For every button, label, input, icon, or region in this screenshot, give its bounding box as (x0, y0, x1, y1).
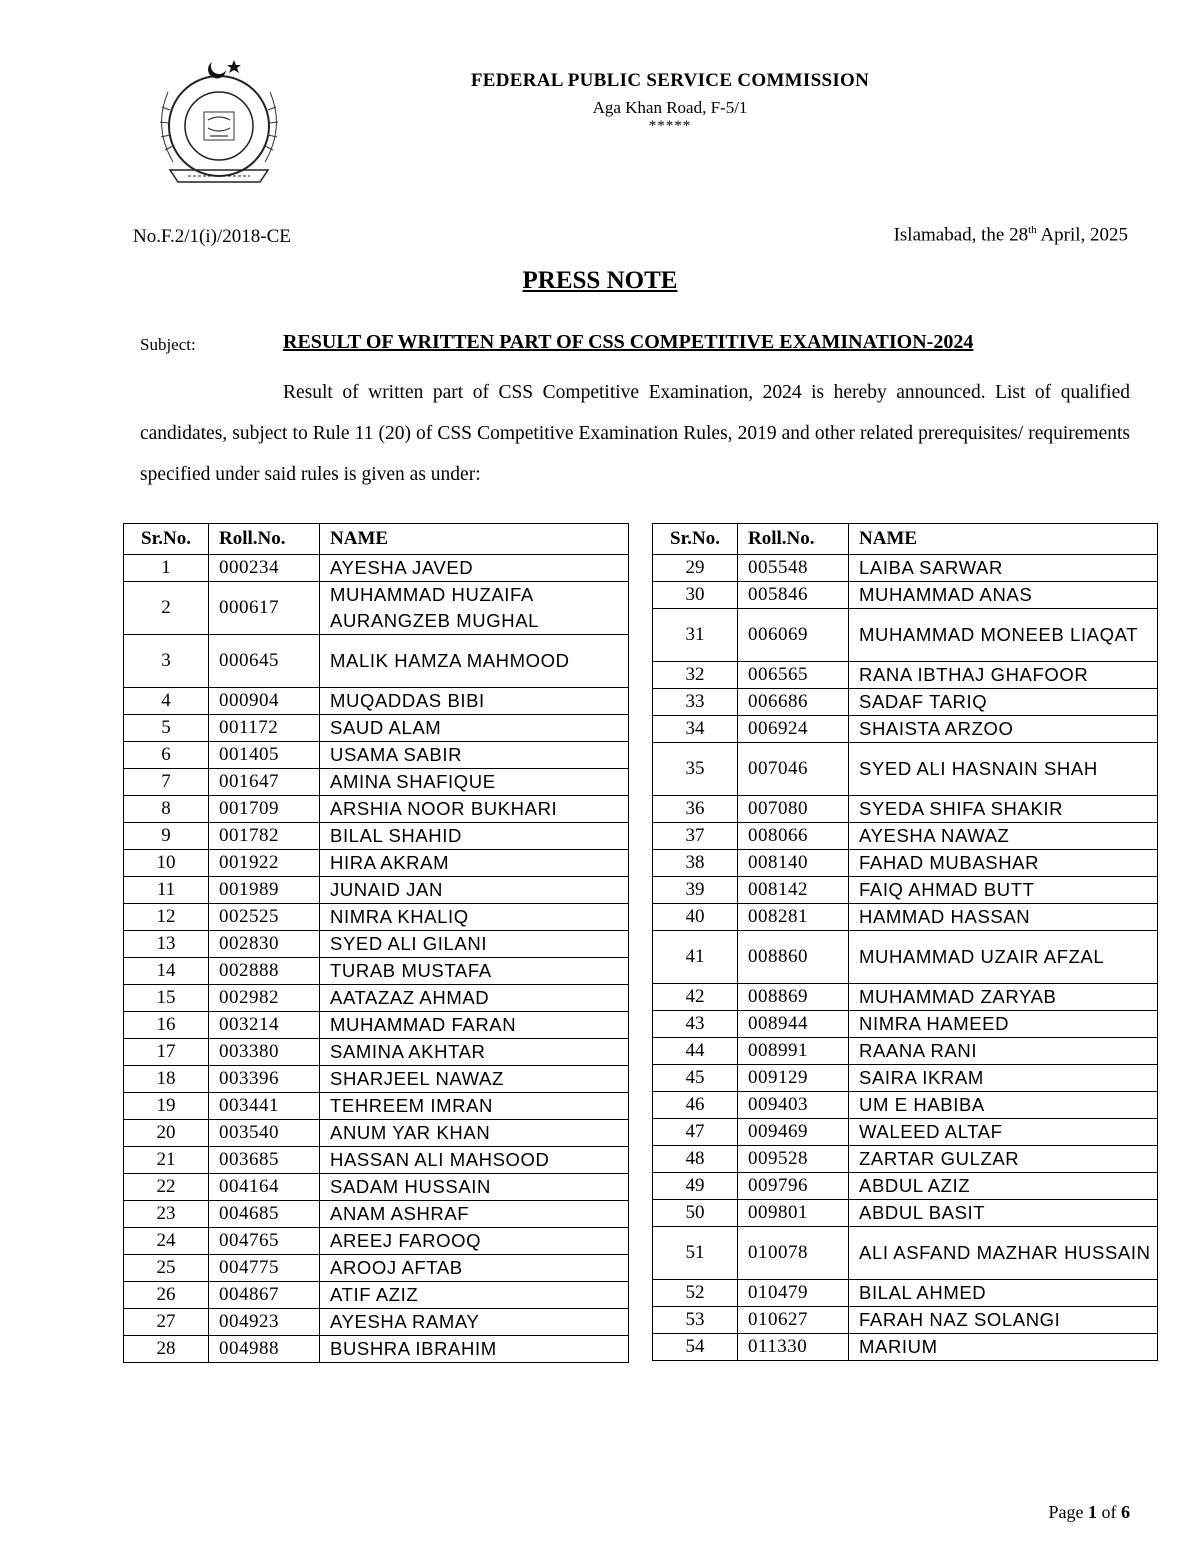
cell-sr-no: 9 (124, 823, 209, 850)
cell-name: SAMINA AKHTAR (320, 1039, 629, 1066)
cell-name: SYED ALI HASNAIN SHAH (849, 743, 1158, 796)
cell-roll-no: 009129 (738, 1065, 849, 1092)
cell-sr-no: 39 (653, 877, 738, 904)
cell-roll-no: 009403 (738, 1092, 849, 1119)
cell-name: JUNAID JAN (320, 877, 629, 904)
cell-name: RAANA RANI (849, 1038, 1158, 1065)
table-row (653, 796, 1158, 823)
table-header-row (653, 524, 1158, 555)
table-row (124, 877, 629, 904)
cell-roll-no: 010479 (738, 1280, 849, 1307)
table-row (124, 1336, 629, 1363)
table-row (653, 1334, 1158, 1361)
table-row (124, 985, 629, 1012)
cell-sr-no: 23 (124, 1201, 209, 1228)
table-row (124, 1282, 629, 1309)
cell-sr-no: 48 (653, 1146, 738, 1173)
table-row (653, 555, 1158, 582)
cell-roll-no: 011330 (738, 1334, 849, 1361)
cell-roll-no: 008281 (738, 904, 849, 931)
table-row (124, 1012, 629, 1039)
cell-name: MUQADDAS BIBI (320, 688, 629, 715)
cell-sr-no: 49 (653, 1173, 738, 1200)
cell-sr-no: 22 (124, 1174, 209, 1201)
cell-sr-no: 2 (124, 582, 209, 635)
cell-sr-no: 15 (124, 985, 209, 1012)
table-row (124, 1147, 629, 1174)
table-row (653, 716, 1158, 743)
cell-roll-no: 009528 (738, 1146, 849, 1173)
cell-name: SYED ALI GILANI (320, 931, 629, 958)
cell-sr-no: 38 (653, 850, 738, 877)
cell-name: ZARTAR GULZAR (849, 1146, 1158, 1173)
cell-roll-no: 007080 (738, 796, 849, 823)
cell-roll-no: 001647 (209, 769, 320, 796)
cell-sr-no: 40 (653, 904, 738, 931)
table-row (124, 688, 629, 715)
cell-sr-no: 35 (653, 743, 738, 796)
cell-roll-no: 000645 (209, 635, 320, 688)
cell-sr-no: 20 (124, 1120, 209, 1147)
page-prefix: Page (1048, 1502, 1088, 1522)
cell-roll-no: 003540 (209, 1120, 320, 1147)
cell-name: USAMA SABIR (320, 742, 629, 769)
column-header-sr: Sr.No. (653, 524, 738, 555)
cell-roll-no: 004867 (209, 1282, 320, 1309)
body-text: Result of written part of CSS Competitive Examination, 2024 is hereby announced. List of qualified candidates, subject to Rule 11 (20) of CSS Competitive Examination Rules, 2019 and other related prerequisites/ requirements specified under said rules is given as under: (140, 382, 1130, 485)
subject-label: Subject: (140, 335, 196, 354)
cell-name: MUHAMMAD HUZAIFA AURANGZEB MUGHAL (320, 582, 629, 635)
table-row (124, 796, 629, 823)
cell-sr-no: 12 (124, 904, 209, 931)
cell-name: BILAL AHMED (849, 1280, 1158, 1307)
cell-name: FAHAD MUBASHAR (849, 850, 1158, 877)
cell-roll-no: 002888 (209, 958, 320, 985)
cell-roll-no: 009796 (738, 1173, 849, 1200)
cell-roll-no: 003441 (209, 1093, 320, 1120)
cell-roll-no: 004164 (209, 1174, 320, 1201)
cell-sr-no: 5 (124, 715, 209, 742)
cell-sr-no: 11 (124, 877, 209, 904)
table-row (124, 1309, 629, 1336)
cell-name: FAIQ AHMAD BUTT (849, 877, 1158, 904)
table-row (653, 877, 1158, 904)
cell-name: AROOJ AFTAB (320, 1255, 629, 1282)
cell-sr-no: 3 (124, 635, 209, 688)
cell-sr-no: 19 (124, 1093, 209, 1120)
cell-roll-no: 004765 (209, 1228, 320, 1255)
organization-address: Aga Khan Road, F-5/1 (592, 98, 748, 117)
cell-sr-no: 41 (653, 931, 738, 984)
page-number (1049, 1502, 1131, 1523)
table-row (653, 1119, 1158, 1146)
table-row (124, 1174, 629, 1201)
cell-roll-no: 001989 (209, 877, 320, 904)
cell-roll-no: 010078 (738, 1227, 849, 1280)
cell-roll-no: 003685 (209, 1147, 320, 1174)
table-row (124, 1120, 629, 1147)
cell-roll-no: 002525 (209, 904, 320, 931)
table-row (124, 555, 629, 582)
cell-name: ANAM ASHRAF (320, 1201, 629, 1228)
cell-name: HAMMAD HASSAN (849, 904, 1158, 931)
cell-sr-no: 50 (653, 1200, 738, 1227)
cell-roll-no: 004685 (209, 1201, 320, 1228)
cell-sr-no: 44 (653, 1038, 738, 1065)
cell-roll-no: 000617 (209, 582, 320, 635)
table-row (653, 1173, 1158, 1200)
cell-sr-no: 42 (653, 984, 738, 1011)
cell-roll-no: 004923 (209, 1309, 320, 1336)
cell-roll-no: 004988 (209, 1336, 320, 1363)
cell-roll-no: 006565 (738, 662, 849, 689)
cell-name: ARSHIA NOOR BUKHARI (320, 796, 629, 823)
table-row (653, 1092, 1158, 1119)
cell-name: MALIK HAMZA MAHMOOD (320, 635, 629, 688)
cell-name: MARIUM (849, 1334, 1158, 1361)
cell-name: TEHREEM IMRAN (320, 1093, 629, 1120)
cell-name: BUSHRA IBRAHIM (320, 1336, 629, 1363)
cell-roll-no: 009469 (738, 1119, 849, 1146)
table-row (124, 635, 629, 688)
cell-roll-no: 001922 (209, 850, 320, 877)
table-row (653, 823, 1158, 850)
page-title: PRESS NOTE (522, 267, 678, 294)
column-header-name: NAME (320, 524, 629, 555)
page-title-container (0, 267, 1200, 295)
cell-sr-no: 34 (653, 716, 738, 743)
table-row (653, 1307, 1158, 1334)
cell-sr-no: 33 (653, 689, 738, 716)
cell-roll-no: 007046 (738, 743, 849, 796)
cell-name: MUHAMMAD UZAIR AFZAL (849, 931, 1158, 984)
cell-roll-no: 008140 (738, 850, 849, 877)
cell-name: HIRA AKRAM (320, 850, 629, 877)
cell-roll-no: 010627 (738, 1307, 849, 1334)
table-row (124, 958, 629, 985)
cell-sr-no: 52 (653, 1280, 738, 1307)
date-prefix: Islamabad, the 28 (893, 224, 1029, 246)
cell-sr-no: 29 (653, 555, 738, 582)
table-header-row (124, 524, 629, 555)
table-row (124, 1255, 629, 1282)
cell-sr-no: 37 (653, 823, 738, 850)
table-row (653, 984, 1158, 1011)
cell-sr-no: 21 (124, 1147, 209, 1174)
table-row (653, 850, 1158, 877)
cell-name: AATAZAZ AHMAD (320, 985, 629, 1012)
cell-name: AYESHA NAWAZ (849, 823, 1158, 850)
page-middle: of (1097, 1502, 1121, 1522)
reference-number: No.F.2/1(i)/2018-CE (133, 226, 291, 247)
table-row (124, 904, 629, 931)
cell-sr-no: 8 (124, 796, 209, 823)
cell-sr-no: 36 (653, 796, 738, 823)
cell-sr-no: 7 (124, 769, 209, 796)
cell-roll-no: 008944 (738, 1011, 849, 1038)
cell-sr-no: 43 (653, 1011, 738, 1038)
column-header-roll: Roll.No. (209, 524, 320, 555)
table-row (124, 1066, 629, 1093)
table-row (124, 850, 629, 877)
table-row (124, 931, 629, 958)
body-paragraph (140, 372, 1130, 495)
cell-roll-no: 001405 (209, 742, 320, 769)
cell-sr-no: 47 (653, 1119, 738, 1146)
cell-name: NIMRA HAMEED (849, 1011, 1158, 1038)
cell-roll-no: 001782 (209, 823, 320, 850)
cell-name: ANUM YAR KHAN (320, 1120, 629, 1147)
cell-sr-no: 45 (653, 1065, 738, 1092)
table-row (124, 1093, 629, 1120)
cell-sr-no: 26 (124, 1282, 209, 1309)
cell-sr-no: 13 (124, 931, 209, 958)
table-row (124, 823, 629, 850)
cell-name: SAIRA IKRAM (849, 1065, 1158, 1092)
cell-sr-no: 18 (124, 1066, 209, 1093)
cell-sr-no: 16 (124, 1012, 209, 1039)
page-current: 1 (1088, 1502, 1097, 1522)
cell-roll-no: 003214 (209, 1012, 320, 1039)
date-suffix: th (1028, 224, 1037, 236)
cell-roll-no: 002982 (209, 985, 320, 1012)
cell-sr-no: 30 (653, 582, 738, 609)
table-row (124, 1201, 629, 1228)
table-row (124, 582, 629, 635)
cell-roll-no: 006924 (738, 716, 849, 743)
cell-name: SHAISTA ARZOO (849, 716, 1158, 743)
table-row (124, 742, 629, 769)
cell-name: UM E HABIBA (849, 1092, 1158, 1119)
cell-sr-no: 6 (124, 742, 209, 769)
cell-roll-no: 005846 (738, 582, 849, 609)
cell-sr-no: 46 (653, 1092, 738, 1119)
table-row (124, 769, 629, 796)
cell-sr-no: 17 (124, 1039, 209, 1066)
cell-name: RANA IBTHAJ GHAFOOR (849, 662, 1158, 689)
cell-roll-no: 001709 (209, 796, 320, 823)
table-row (653, 1011, 1158, 1038)
cell-sr-no: 54 (653, 1334, 738, 1361)
cell-roll-no: 001172 (209, 715, 320, 742)
cell-roll-no: 005548 (738, 555, 849, 582)
cell-name: NIMRA KHALIQ (320, 904, 629, 931)
results-table-right (652, 523, 1158, 1361)
organization-name: FEDERAL PUBLIC SERVICE COMMISSION (470, 70, 870, 91)
cell-roll-no: 003380 (209, 1039, 320, 1066)
cell-sr-no: 25 (124, 1255, 209, 1282)
table-row (124, 1039, 629, 1066)
cell-roll-no: 004775 (209, 1255, 320, 1282)
cell-roll-no: 008066 (738, 823, 849, 850)
table-row (653, 931, 1158, 984)
date-line (894, 224, 1128, 246)
table-row (653, 1280, 1158, 1307)
cell-name: ABDUL AZIZ (849, 1173, 1158, 1200)
cell-sr-no: 14 (124, 958, 209, 985)
cell-roll-no: 008869 (738, 984, 849, 1011)
cell-roll-no: 008991 (738, 1038, 849, 1065)
table-row (653, 582, 1158, 609)
cell-sr-no: 28 (124, 1336, 209, 1363)
cell-sr-no: 31 (653, 609, 738, 662)
cell-roll-no: 009801 (738, 1200, 849, 1227)
cell-name: HASSAN ALI MAHSOOD (320, 1147, 629, 1174)
cell-sr-no: 1 (124, 555, 209, 582)
cell-name: LAIBA SARWAR (849, 555, 1158, 582)
cell-name: MUHAMMAD FARAN (320, 1012, 629, 1039)
cell-roll-no: 008860 (738, 931, 849, 984)
cell-name: SHARJEEL NAWAZ (320, 1066, 629, 1093)
column-header-name: NAME (849, 524, 1158, 555)
cell-sr-no: 4 (124, 688, 209, 715)
cell-name: TURAB MUSTAFA (320, 958, 629, 985)
cell-name: SYEDA SHIFA SHAKIR (849, 796, 1158, 823)
table-row (653, 1227, 1158, 1280)
table-row (653, 743, 1158, 796)
cell-name: MUHAMMAD MONEEB LIAQAT (849, 609, 1158, 662)
cell-roll-no: 002830 (209, 931, 320, 958)
cell-name: AREEJ FAROOQ (320, 1228, 629, 1255)
cell-roll-no: 000904 (209, 688, 320, 715)
page-total: 6 (1121, 1502, 1130, 1522)
cell-name: SADAF TARIQ (849, 689, 1158, 716)
table-row (653, 1065, 1158, 1092)
table-row (653, 662, 1158, 689)
column-header-sr: Sr.No. (124, 524, 209, 555)
subject-text: RESULT OF WRITTEN PART OF CSS COMPETITIVE EXAMINATION-2024 (283, 331, 974, 353)
cell-name: FARAH NAZ SOLANGI (849, 1307, 1158, 1334)
cell-name: ALI ASFAND MAZHAR HUSSAIN (849, 1227, 1158, 1280)
table-row (653, 904, 1158, 931)
table-row (124, 715, 629, 742)
cell-sr-no: 51 (653, 1227, 738, 1280)
cell-sr-no: 10 (124, 850, 209, 877)
cell-name: AYESHA JAVED (320, 555, 629, 582)
cell-roll-no: 003396 (209, 1066, 320, 1093)
table-row (653, 689, 1158, 716)
column-header-roll: Roll.No. (738, 524, 849, 555)
cell-name: WALEED ALTAF (849, 1119, 1158, 1146)
table-row (653, 1146, 1158, 1173)
cell-name: ATIF AZIZ (320, 1282, 629, 1309)
cell-roll-no: 006069 (738, 609, 849, 662)
cell-sr-no: 27 (124, 1309, 209, 1336)
cell-name: MUHAMMAD ZARYAB (849, 984, 1158, 1011)
cell-name: ABDUL BASIT (849, 1200, 1158, 1227)
cell-name: MUHAMMAD ANAS (849, 582, 1158, 609)
cell-name: BILAL SHAHID (320, 823, 629, 850)
cell-sr-no: 53 (653, 1307, 738, 1334)
header-separator: ***** (648, 118, 692, 134)
cell-sr-no: 24 (124, 1228, 209, 1255)
cell-name: AYESHA RAMAY (320, 1309, 629, 1336)
cell-roll-no: 006686 (738, 689, 849, 716)
table-row (653, 1200, 1158, 1227)
cell-roll-no: 008142 (738, 877, 849, 904)
table-row (653, 609, 1158, 662)
fpsc-seal-logo (148, 52, 290, 192)
cell-name: SAUD ALAM (320, 715, 629, 742)
cell-name: SADAM HUSSAIN (320, 1174, 629, 1201)
table-row (653, 1038, 1158, 1065)
cell-roll-no: 000234 (209, 555, 320, 582)
cell-sr-no: 32 (653, 662, 738, 689)
results-table-left (123, 523, 629, 1363)
table-row (124, 1228, 629, 1255)
cell-name: AMINA SHAFIQUE (320, 769, 629, 796)
date-rest: April, 2025 (1036, 224, 1128, 246)
